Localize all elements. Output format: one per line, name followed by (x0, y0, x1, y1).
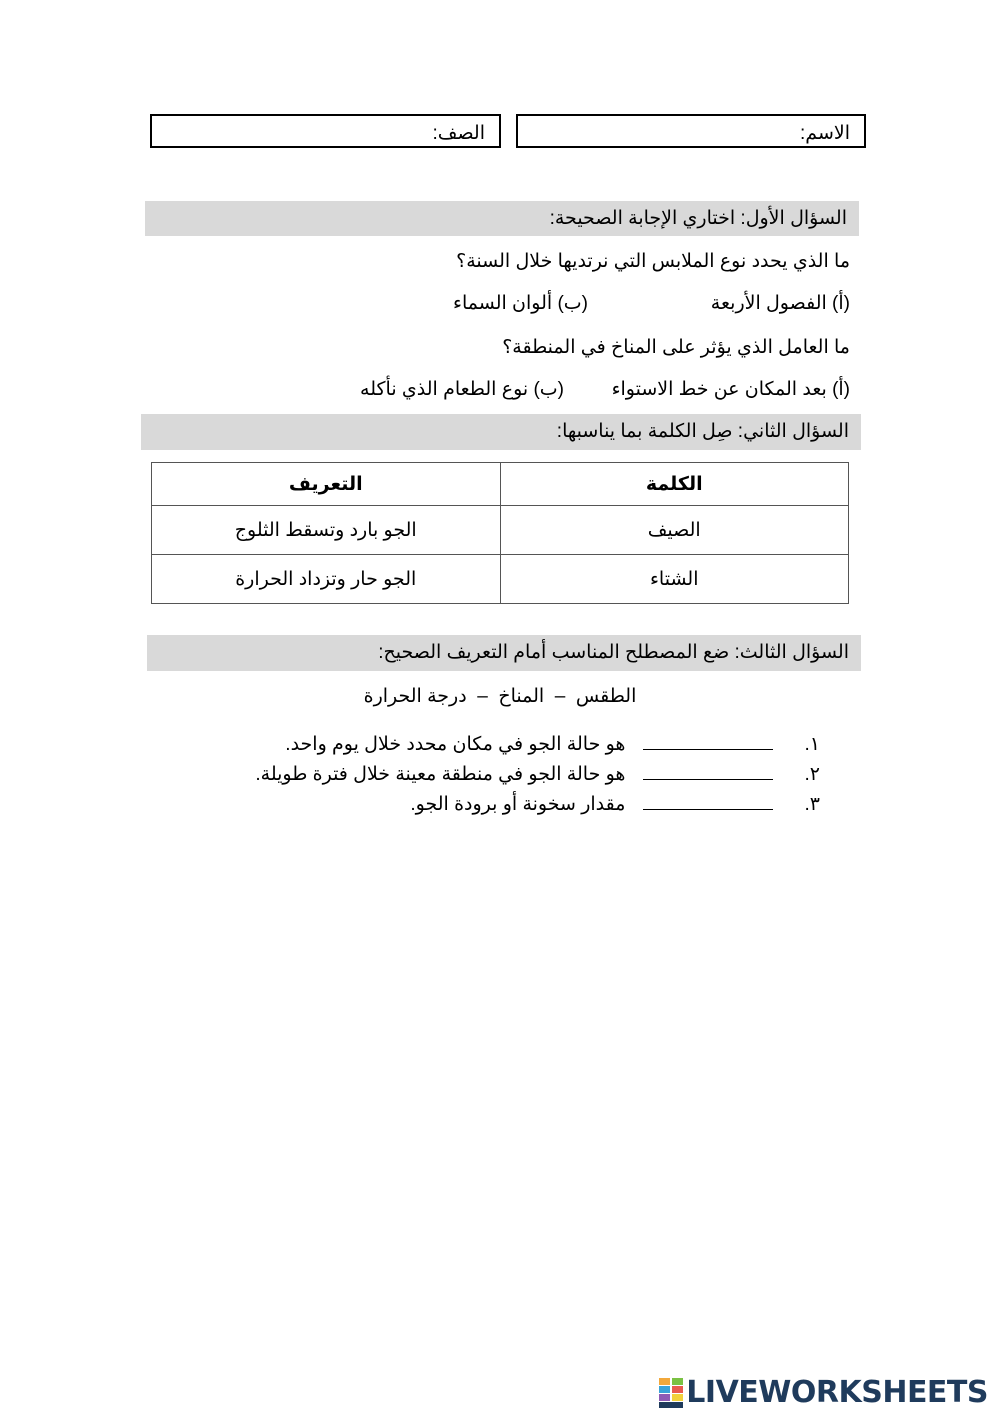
item-text: هو حالة الجو في منطقة معينة خلال فترة طويلة. (255, 764, 626, 785)
question-1-item-1: ما الذي يحدد نوع الملابس التي نرتديها خلال السنة؟ (456, 251, 850, 272)
fill-item-1 (285, 731, 820, 756)
matching-table (151, 462, 849, 604)
word-column-header: الكلمة (500, 463, 849, 506)
fill-item-2 (255, 761, 820, 786)
question-1-title: السؤال الأول: اختاري الإجابة الصحيحة: (145, 201, 859, 236)
question-1-item-2-option-b[interactable]: (ب) نوع الطعام الذي نأكله (360, 379, 564, 400)
match-definition[interactable]: الجو حار وتزداد الحرارة (152, 555, 501, 604)
table-row (152, 506, 849, 555)
question-1-item-2: ما العامل الذي يؤثر على المناخ في المنطقة؟ (502, 337, 850, 358)
table-row (152, 555, 849, 604)
question-1-item-1-option-b[interactable]: (ب) ألوان السماء (453, 293, 588, 314)
answer-blank[interactable] (643, 791, 773, 810)
match-word[interactable]: الشتاء (500, 555, 849, 604)
definition-column-header: التعريف (152, 463, 501, 506)
item-number: ٣. (804, 794, 820, 815)
class-field[interactable] (150, 114, 501, 148)
match-word[interactable]: الصيف (500, 506, 849, 555)
item-number: ٢. (804, 764, 820, 785)
liveworksheets-brand: LIVEWORKSHEETS (686, 1375, 988, 1410)
liveworksheets-logo-icon (659, 1378, 683, 1408)
question-1-item-2-option-a[interactable]: (أ) بعد المكان عن خط الاستواء (611, 379, 850, 400)
fill-item-3 (410, 791, 820, 816)
item-number: ١. (804, 734, 820, 755)
name-label: الاسم: (800, 123, 850, 144)
item-text: مقدار سخونة أو برودة الجو. (410, 794, 626, 815)
class-label: الصف: (432, 123, 485, 144)
word-bank: الطقس – المناخ – درجة الحرارة (363, 686, 637, 707)
liveworksheets-logo (659, 1374, 988, 1410)
item-text: هو حالة الجو في مكان محدد خلال يوم واحد. (285, 734, 626, 755)
match-definition[interactable]: الجو بارد وتسقط الثلوج (152, 506, 501, 555)
answer-blank[interactable] (643, 731, 773, 750)
question-3-title: السؤال الثالث: ضع المصطلح المناسب أمام التعريف الصحيح: (147, 635, 861, 671)
name-field[interactable] (516, 114, 866, 148)
question-1-item-1-option-a[interactable]: (أ) الفصول الأربعة (710, 293, 850, 314)
question-2-title: السؤال الثاني: صِل الكلمة بما يناسبها: (141, 414, 861, 450)
answer-blank[interactable] (643, 761, 773, 780)
